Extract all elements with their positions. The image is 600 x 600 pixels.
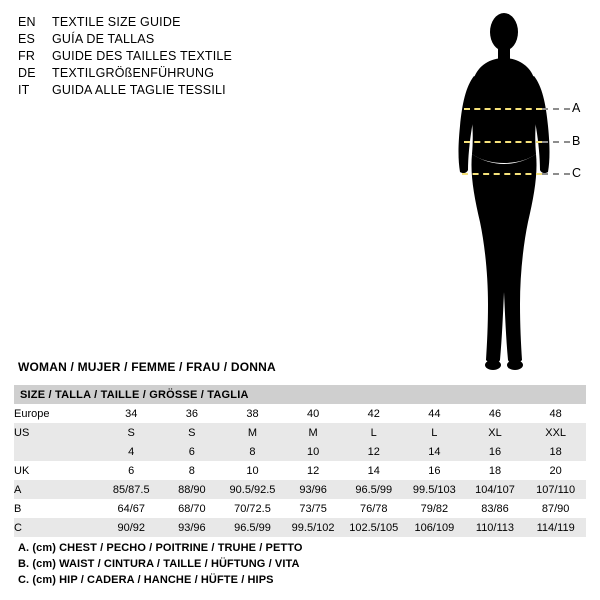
cell: 14 bbox=[367, 464, 380, 477]
cell: 8 bbox=[222, 442, 283, 461]
hip-measure-leader bbox=[542, 173, 570, 175]
language-row bbox=[18, 14, 338, 31]
cell: 14 bbox=[404, 442, 465, 461]
language-code: EN bbox=[18, 15, 36, 29]
cell: 16 bbox=[428, 464, 441, 477]
language-title: GUÍA DE TALLAS bbox=[52, 32, 155, 46]
row-label: Europe bbox=[14, 407, 50, 420]
cell: 46 bbox=[488, 407, 502, 420]
language-code: ES bbox=[18, 32, 36, 46]
row-label: A bbox=[14, 480, 101, 499]
cell: 110/113 bbox=[465, 518, 526, 537]
cell: L bbox=[343, 423, 404, 442]
section-title: WOMAN / MUJER / FEMME / FRAU / DONNA bbox=[18, 360, 276, 374]
cell: 102.5/105 bbox=[343, 518, 404, 537]
cell: 10 bbox=[283, 442, 344, 461]
table-row bbox=[14, 461, 586, 480]
cell: 42 bbox=[367, 407, 380, 420]
table-row bbox=[14, 423, 586, 442]
legend-item-waist: B. (cm) WAIST / CINTURA / TAILLE / HÜFTUNG / VITA bbox=[18, 558, 300, 570]
cell: 44 bbox=[428, 407, 441, 420]
language-code: FR bbox=[18, 49, 36, 63]
row-label bbox=[14, 442, 101, 461]
cell: 99.5/103 bbox=[404, 480, 465, 499]
cell: 20 bbox=[549, 464, 562, 477]
legend-item-chest: A. (cm) CHEST / PECHO / POITRINE / TRUHE / PETTO bbox=[18, 542, 303, 554]
chest-measure-line bbox=[464, 108, 542, 110]
cell: 99.5/102 bbox=[283, 518, 344, 537]
language-row bbox=[18, 65, 338, 82]
cell: 106/109 bbox=[404, 518, 465, 537]
cell: 12 bbox=[343, 442, 404, 461]
row-label: UK bbox=[14, 464, 30, 477]
row-label: C bbox=[14, 518, 101, 537]
cell: 6 bbox=[128, 464, 135, 477]
cell: 16 bbox=[465, 442, 526, 461]
chest-measure-leader bbox=[542, 108, 570, 110]
cell: 36 bbox=[185, 407, 198, 420]
language-code: DE bbox=[18, 66, 36, 80]
table-header-row bbox=[14, 385, 586, 404]
cell: 76/78 bbox=[359, 502, 388, 515]
table-row bbox=[14, 480, 586, 499]
cell: M bbox=[222, 423, 283, 442]
language-row bbox=[18, 82, 338, 99]
table-row bbox=[14, 442, 586, 461]
cell: 96.5/99 bbox=[343, 480, 404, 499]
table-row bbox=[14, 499, 586, 518]
measurement-legend bbox=[18, 540, 303, 588]
chest-measure-label: A bbox=[572, 101, 581, 115]
body-figure bbox=[420, 8, 595, 373]
legend-item-hip: C. (cm) HIP / CADERA / HANCHE / HÜFTE / HIPS bbox=[18, 574, 274, 586]
size-table bbox=[14, 385, 586, 537]
cell: S bbox=[101, 423, 162, 442]
cell: 48 bbox=[549, 407, 562, 420]
cell: 90/92 bbox=[101, 518, 162, 537]
waist-measure-label: B bbox=[572, 134, 581, 148]
cell: 107/110 bbox=[525, 480, 586, 499]
cell: 64/67 bbox=[117, 502, 145, 515]
cell: 40 bbox=[306, 407, 320, 420]
language-row bbox=[18, 31, 338, 48]
cell: 70/72.5 bbox=[234, 502, 271, 515]
cell: 18 bbox=[488, 464, 502, 477]
cell: 6 bbox=[162, 442, 223, 461]
cell: 10 bbox=[246, 464, 259, 477]
cell: XXL bbox=[525, 423, 586, 442]
cell: 18 bbox=[525, 442, 586, 461]
cell: 93/96 bbox=[162, 518, 223, 537]
hip-measure-label: C bbox=[572, 166, 582, 180]
cell: 114/119 bbox=[525, 518, 586, 537]
cell: XL bbox=[465, 423, 526, 442]
table-row bbox=[14, 518, 586, 537]
cell: 34 bbox=[125, 407, 138, 420]
language-code: IT bbox=[18, 83, 30, 97]
row-label: B bbox=[14, 502, 22, 515]
language-row bbox=[18, 48, 338, 65]
language-title: GUIDE DES TAILLES TEXTILE bbox=[52, 49, 233, 63]
waist-measure-line bbox=[464, 141, 542, 143]
cell: 88/90 bbox=[162, 480, 223, 499]
language-title: TEXTILE SIZE GUIDE bbox=[52, 15, 181, 29]
language-title: GUIDA ALLE TAGLIE TESSILI bbox=[52, 83, 226, 97]
cell: 104/107 bbox=[465, 480, 526, 499]
cell: 68/70 bbox=[178, 502, 206, 515]
cell: 83/86 bbox=[481, 502, 509, 515]
cell: 12 bbox=[306, 464, 320, 477]
cell: 79/82 bbox=[420, 502, 449, 515]
table-header-label: SIZE / TALLA / TAILLE / GRÖSSE / TAGLIA bbox=[20, 388, 249, 401]
table-row bbox=[14, 404, 586, 423]
cell: S bbox=[162, 423, 223, 442]
cell: 73/75 bbox=[299, 502, 327, 515]
cell: 38 bbox=[246, 407, 259, 420]
cell: 90.5/92.5 bbox=[222, 480, 283, 499]
language-list bbox=[18, 14, 338, 99]
cell: 87/90 bbox=[541, 502, 570, 515]
hip-measure-line bbox=[462, 173, 542, 175]
waist-measure-leader bbox=[542, 141, 570, 143]
female-silhouette-icon bbox=[440, 8, 570, 373]
cell: L bbox=[404, 423, 465, 442]
cell: 4 bbox=[101, 442, 162, 461]
cell: 93/96 bbox=[283, 480, 344, 499]
cell: M bbox=[283, 423, 344, 442]
row-label: US bbox=[14, 423, 101, 442]
cell: 8 bbox=[188, 464, 195, 477]
cell: 96.5/99 bbox=[222, 518, 283, 537]
language-title: TEXTILGRÖßENFÜHRUNG bbox=[52, 66, 215, 80]
cell: 85/87.5 bbox=[101, 480, 162, 499]
